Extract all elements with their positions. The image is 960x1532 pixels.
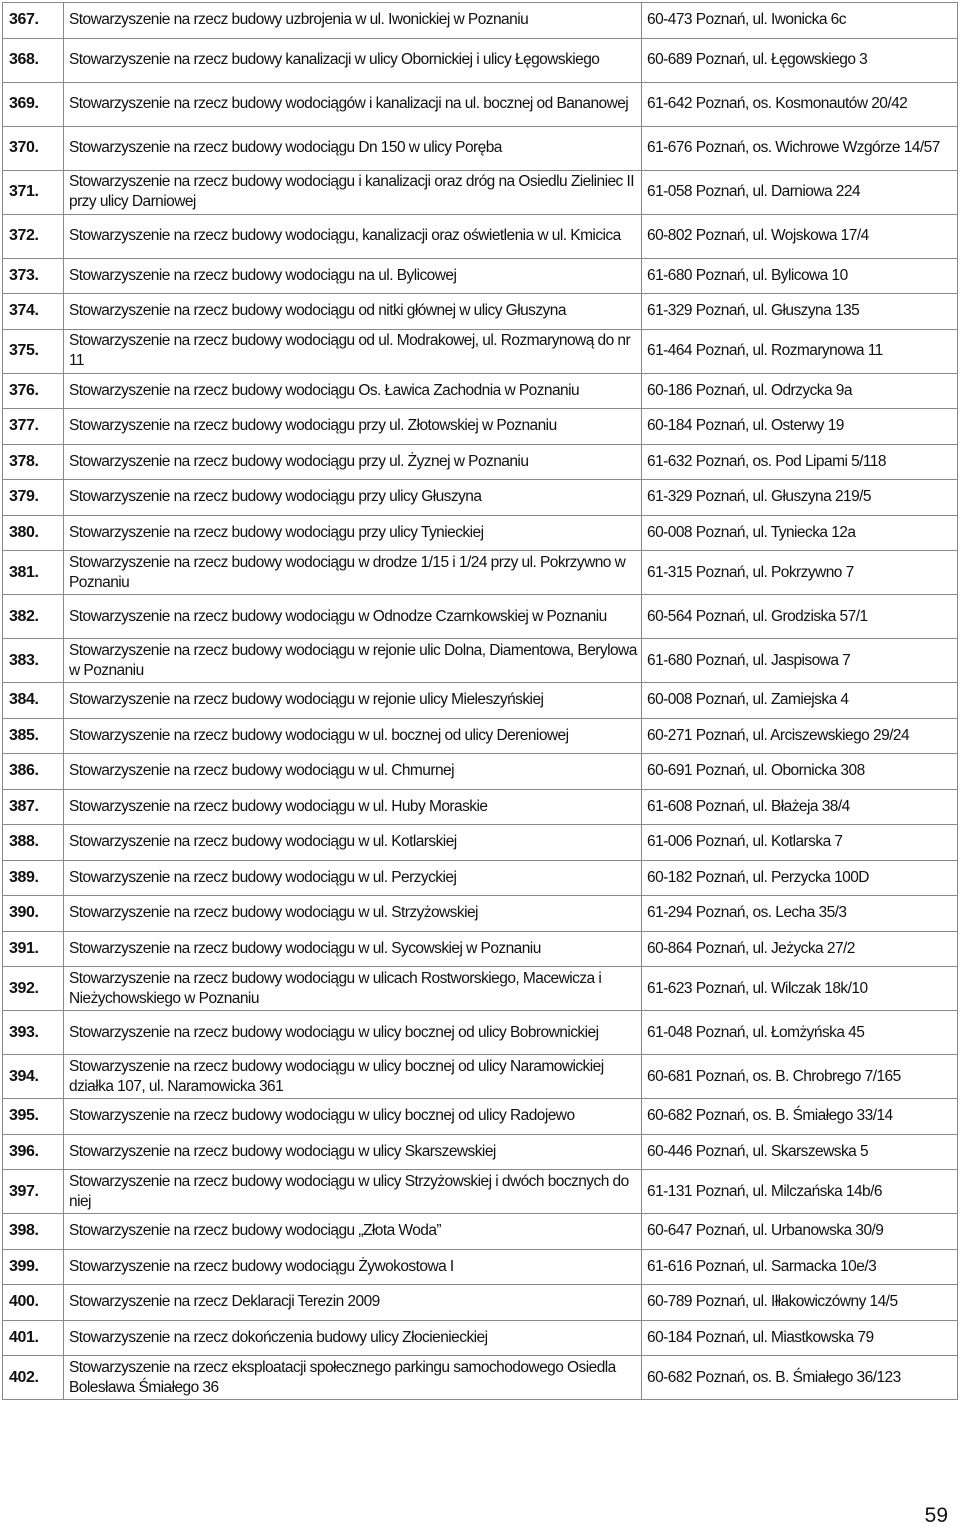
entry-number: 401. bbox=[3, 1320, 64, 1356]
association-name: Stowarzyszenie na rzecz budowy wodociągu w ulicy bocznej od ulicy Radojewo bbox=[64, 1099, 642, 1135]
association-name: Stowarzyszenie na rzecz budowy wodociągu w ul. Perzyckiej bbox=[64, 860, 642, 896]
association-name: Stowarzyszenie na rzecz budowy wodociągu w ulicach Rostworskiego, Macewicza i Nieżychowskiego w Poznaniu bbox=[64, 967, 642, 1011]
table-row bbox=[3, 1011, 958, 1055]
table-row bbox=[3, 718, 958, 754]
entry-number: 370. bbox=[3, 126, 64, 170]
table-row bbox=[3, 294, 958, 330]
association-address: 61-006 Poznań, ul. Kotlarska 7 bbox=[642, 825, 958, 861]
association-address: 60-681 Poznań, os. B. Chrobrego 7/165 bbox=[642, 1055, 958, 1099]
association-address: 61-608 Poznań, ul. Błażeja 38/4 bbox=[642, 789, 958, 825]
entry-number: 373. bbox=[3, 258, 64, 294]
table-row bbox=[3, 1356, 958, 1400]
table-row bbox=[3, 1099, 958, 1135]
association-address: 61-058 Poznań, ul. Darniowa 224 bbox=[642, 170, 958, 214]
table-row bbox=[3, 480, 958, 516]
entry-number: 386. bbox=[3, 754, 64, 790]
entry-number: 399. bbox=[3, 1249, 64, 1285]
association-address: 61-632 Poznań, os. Pod Lipami 5/118 bbox=[642, 444, 958, 480]
association-address: 60-689 Poznań, ul. Łęgowskiego 3 bbox=[642, 38, 958, 82]
entry-number: 402. bbox=[3, 1356, 64, 1400]
association-address: 60-682 Poznań, os. B. Śmiałego 36/123 bbox=[642, 1356, 958, 1400]
table-row bbox=[3, 860, 958, 896]
entry-number: 380. bbox=[3, 515, 64, 551]
association-name: Stowarzyszenie na rzecz budowy wodociągu w ul. Strzyżowskiej bbox=[64, 896, 642, 932]
entry-number: 383. bbox=[3, 639, 64, 683]
association-name: Stowarzyszenie na rzecz budowy wodociągu Żywokostowa I bbox=[64, 1249, 642, 1285]
association-name: Stowarzyszenie na rzecz budowy wodociągu w ul. Sycowskiej w Poznaniu bbox=[64, 931, 642, 967]
association-name: Stowarzyszenie na rzecz budowy wodociągu przy ul. Złotowskiej w Poznaniu bbox=[64, 409, 642, 445]
association-name: Stowarzyszenie na rzecz budowy wodociągu w ul. bocznej od ulicy Dereniowej bbox=[64, 718, 642, 754]
table-row bbox=[3, 754, 958, 790]
page-number: 59 bbox=[924, 1504, 948, 1527]
entry-number: 377. bbox=[3, 409, 64, 445]
entry-number: 394. bbox=[3, 1055, 64, 1099]
association-address: 61-315 Poznań, ul. Pokrzywno 7 bbox=[642, 551, 958, 595]
association-address: 60-008 Poznań, ul. Zamiejska 4 bbox=[642, 683, 958, 719]
entry-number: 398. bbox=[3, 1214, 64, 1250]
association-address: 61-464 Poznań, ul. Rozmarynowa 11 bbox=[642, 329, 958, 373]
table-row bbox=[3, 825, 958, 861]
table-row bbox=[3, 409, 958, 445]
association-address: 60-271 Poznań, ul. Arciszewskiego 29/24 bbox=[642, 718, 958, 754]
entry-number: 376. bbox=[3, 373, 64, 409]
entry-number: 369. bbox=[3, 82, 64, 126]
entry-number: 388. bbox=[3, 825, 64, 861]
table-row bbox=[3, 3, 958, 39]
table-row bbox=[3, 1055, 958, 1099]
association-address: 61-680 Poznań, ul. Jaspisowa 7 bbox=[642, 639, 958, 683]
table-row bbox=[3, 258, 958, 294]
entry-number: 378. bbox=[3, 444, 64, 480]
entry-number: 387. bbox=[3, 789, 64, 825]
table-row bbox=[3, 1249, 958, 1285]
association-address: 61-294 Poznań, os. Lecha 35/3 bbox=[642, 896, 958, 932]
association-name: Stowarzyszenie na rzecz budowy wodociągu przy ulicy Tynieckiej bbox=[64, 515, 642, 551]
association-name: Stowarzyszenie na rzecz eksploatacji społecznego parkingu samochodowego Osiedla Bolesława Śmiałego 36 bbox=[64, 1356, 642, 1400]
association-name: Stowarzyszenie na rzecz budowy wodociągu przy ulicy Głuszyna bbox=[64, 480, 642, 516]
entry-number: 400. bbox=[3, 1285, 64, 1321]
entry-number: 392. bbox=[3, 967, 64, 1011]
entry-number: 391. bbox=[3, 931, 64, 967]
entry-number: 379. bbox=[3, 480, 64, 516]
association-name: Stowarzyszenie na rzecz budowy wodociągu w ulicy Strzyżowskiej i dwóch bocznych do niej bbox=[64, 1170, 642, 1214]
entry-number: 382. bbox=[3, 595, 64, 639]
table-row bbox=[3, 1214, 958, 1250]
association-address: 60-184 Poznań, ul. Miastkowska 79 bbox=[642, 1320, 958, 1356]
association-name: Stowarzyszenie na rzecz dokończenia budowy ulicy Złocienieckiej bbox=[64, 1320, 642, 1356]
association-address: 60-682 Poznań, os. B. Śmiałego 33/14 bbox=[642, 1099, 958, 1135]
table-row bbox=[3, 896, 958, 932]
associations-table-body bbox=[3, 3, 958, 1400]
entry-number: 390. bbox=[3, 896, 64, 932]
entry-number: 381. bbox=[3, 551, 64, 595]
entry-number: 368. bbox=[3, 38, 64, 82]
association-name: Stowarzyszenie na rzecz budowy wodociągu w ul. Huby Moraskie bbox=[64, 789, 642, 825]
table-row bbox=[3, 967, 958, 1011]
association-name: Stowarzyszenie na rzecz budowy wodociągu Os. Ławica Zachodnia w Poznaniu bbox=[64, 373, 642, 409]
association-address: 61-676 Poznań, os. Wichrowe Wzgórze 14/57 bbox=[642, 126, 958, 170]
table-row bbox=[3, 444, 958, 480]
entry-number: 385. bbox=[3, 718, 64, 754]
association-name: Stowarzyszenie na rzecz budowy wodociągu od ul. Modrakowej, ul. Rozmarynową do nr 11 bbox=[64, 329, 642, 373]
association-address: 60-008 Poznań, ul. Tyniecka 12a bbox=[642, 515, 958, 551]
association-address: 60-184 Poznań, ul. Osterwy 19 bbox=[642, 409, 958, 445]
association-address: 60-802 Poznań, ul. Wojskowa 17/4 bbox=[642, 214, 958, 258]
table-row bbox=[3, 1285, 958, 1321]
association-address: 61-616 Poznań, ul. Sarmacka 10e/3 bbox=[642, 1249, 958, 1285]
association-name: Stowarzyszenie na rzecz budowy wodociągu w rejonie ulicy Mieleszyńskiej bbox=[64, 683, 642, 719]
association-address: 61-642 Poznań, os. Kosmonautów 20/42 bbox=[642, 82, 958, 126]
association-name: Stowarzyszenie na rzecz budowy wodociągu w drodze 1/15 i 1/24 przy ul. Pokrzywno w Poznaniu bbox=[64, 551, 642, 595]
association-name: Stowarzyszenie na rzecz budowy wodociągu od nitki głównej w ulicy Głuszyna bbox=[64, 294, 642, 330]
association-address: 60-446 Poznań, ul. Skarszewska 5 bbox=[642, 1134, 958, 1170]
association-address: 61-329 Poznań, ul. Głuszyna 219/5 bbox=[642, 480, 958, 516]
table-row bbox=[3, 515, 958, 551]
entry-number: 393. bbox=[3, 1011, 64, 1055]
association-address: 60-864 Poznań, ul. Jeżycka 27/2 bbox=[642, 931, 958, 967]
association-address: 61-048 Poznań, ul. Łomżyńska 45 bbox=[642, 1011, 958, 1055]
association-address: 60-186 Poznań, ul. Odrzycka 9a bbox=[642, 373, 958, 409]
association-name: Stowarzyszenie na rzecz budowy wodociągu, kanalizacji oraz oświetlenia w ul. Kmicica bbox=[64, 214, 642, 258]
association-name: Stowarzyszenie na rzecz budowy uzbrojenia w ul. Iwonickiej w Poznaniu bbox=[64, 3, 642, 39]
entry-number: 372. bbox=[3, 214, 64, 258]
association-address: 61-623 Poznań, ul. Wilczak 18k/10 bbox=[642, 967, 958, 1011]
association-name: Stowarzyszenie na rzecz budowy kanalizacji w ulicy Obornickiej i ulicy Łęgowskiego bbox=[64, 38, 642, 82]
entry-number: 397. bbox=[3, 1170, 64, 1214]
entry-number: 389. bbox=[3, 860, 64, 896]
association-address: 60-473 Poznań, ul. Iwonicka 6c bbox=[642, 3, 958, 39]
association-address: 61-680 Poznań, ul. Bylicowa 10 bbox=[642, 258, 958, 294]
association-name: Stowarzyszenie na rzecz budowy wodociągu „Złota Woda” bbox=[64, 1214, 642, 1250]
association-name: Stowarzyszenie na rzecz budowy wodociągu na ul. Bylicowej bbox=[64, 258, 642, 294]
association-name: Stowarzyszenie na rzecz Deklaracji Terezin 2009 bbox=[64, 1285, 642, 1321]
association-address: 60-647 Poznań, ul. Urbanowska 30/9 bbox=[642, 1214, 958, 1250]
association-name: Stowarzyszenie na rzecz budowy wodociągu przy ul. Żyznej w Poznaniu bbox=[64, 444, 642, 480]
association-address: 60-789 Poznań, ul. Iłłakowiczówny 14/5 bbox=[642, 1285, 958, 1321]
entry-number: 395. bbox=[3, 1099, 64, 1135]
table-row bbox=[3, 931, 958, 967]
table-row bbox=[3, 329, 958, 373]
table-row bbox=[3, 789, 958, 825]
association-name: Stowarzyszenie na rzecz budowy wodociągów i kanalizacji na ul. bocznej od Bananowej bbox=[64, 82, 642, 126]
entry-number: 367. bbox=[3, 3, 64, 39]
table-row bbox=[3, 214, 958, 258]
table-row bbox=[3, 373, 958, 409]
table-row bbox=[3, 683, 958, 719]
association-name: Stowarzyszenie na rzecz budowy wodociągu i kanalizacji oraz dróg na Osiedlu Zieliniec II przy ulicy Darniowej bbox=[64, 170, 642, 214]
association-address: 61-131 Poznań, ul. Milczańska 14b/6 bbox=[642, 1170, 958, 1214]
entry-number: 371. bbox=[3, 170, 64, 214]
table-row bbox=[3, 1170, 958, 1214]
table-row bbox=[3, 1320, 958, 1356]
association-address: 61-329 Poznań, ul. Głuszyna 135 bbox=[642, 294, 958, 330]
association-name: Stowarzyszenie na rzecz budowy wodociągu w ul. Chmurnej bbox=[64, 754, 642, 790]
association-address: 60-182 Poznań, ul. Perzycka 100D bbox=[642, 860, 958, 896]
entry-number: 384. bbox=[3, 683, 64, 719]
association-address: 60-564 Poznań, ul. Grodziska 57/1 bbox=[642, 595, 958, 639]
entry-number: 374. bbox=[3, 294, 64, 330]
association-name: Stowarzyszenie na rzecz budowy wodociągu w ulicy bocznej od ulicy Naramowickiej działka 107, ul. Naramowicka 361 bbox=[64, 1055, 642, 1099]
association-name: Stowarzyszenie na rzecz budowy wodociągu w ul. Kotlarskiej bbox=[64, 825, 642, 861]
table-row bbox=[3, 595, 958, 639]
associations-table bbox=[2, 2, 958, 1400]
table-row bbox=[3, 551, 958, 595]
association-name: Stowarzyszenie na rzecz budowy wodociągu w rejonie ulic Dolna, Diamentowa, Berylowa w Poznaniu bbox=[64, 639, 642, 683]
association-name: Stowarzyszenie na rzecz budowy wodociągu w ulicy bocznej od ulicy Bobrownickiej bbox=[64, 1011, 642, 1055]
association-name: Stowarzyszenie na rzecz budowy wodociągu w Odnodze Czarnkowskiej w Poznaniu bbox=[64, 595, 642, 639]
table-row bbox=[3, 639, 958, 683]
table-row bbox=[3, 1134, 958, 1170]
association-name: Stowarzyszenie na rzecz budowy wodociągu Dn 150 w ulicy Poręba bbox=[64, 126, 642, 170]
table-row bbox=[3, 170, 958, 214]
table-row bbox=[3, 82, 958, 126]
association-address: 60-691 Poznań, ul. Obornicka 308 bbox=[642, 754, 958, 790]
table-row bbox=[3, 38, 958, 82]
table-row bbox=[3, 126, 958, 170]
entry-number: 396. bbox=[3, 1134, 64, 1170]
association-name: Stowarzyszenie na rzecz budowy wodociągu w ulicy Skarszewskiej bbox=[64, 1134, 642, 1170]
entry-number: 375. bbox=[3, 329, 64, 373]
